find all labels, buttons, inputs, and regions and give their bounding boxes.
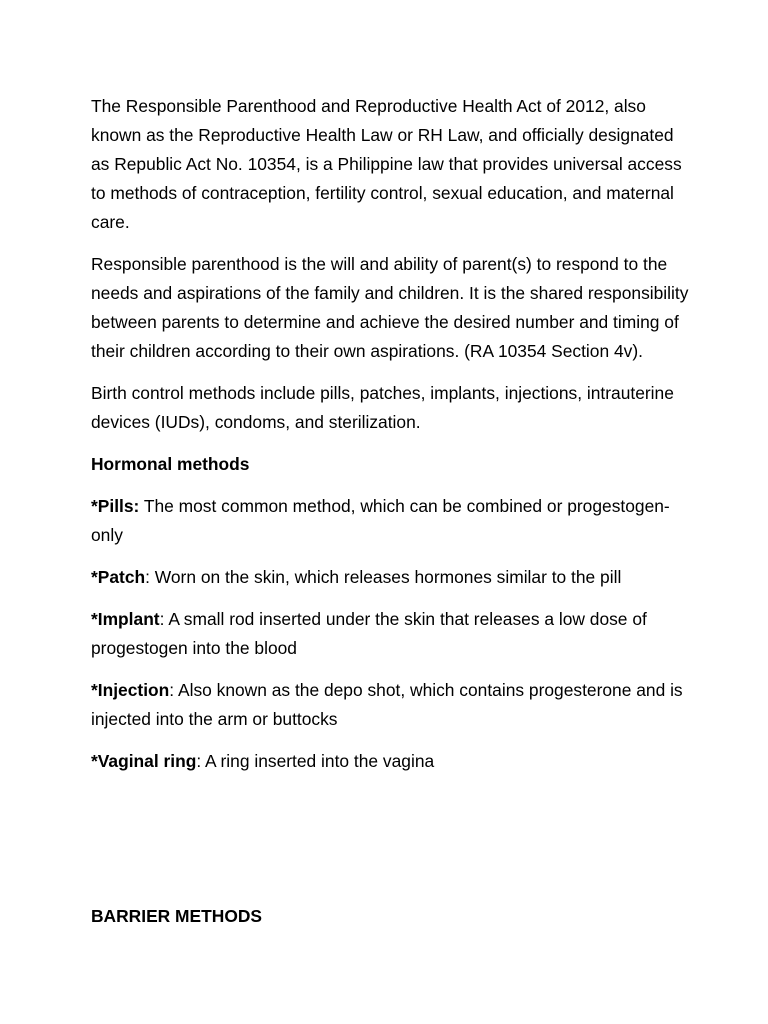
hormonal-item-description: : A small rod inserted under the skin that releases a low dose of progestogen into the blood [91, 609, 647, 658]
hormonal-item-term: *Pills: [91, 496, 140, 516]
hormonal-item-term: *Vaginal ring [91, 751, 197, 771]
hormonal-item-description: : Also known as the depo shot, which contains progesterone and is injected into the arm or buttocks [91, 680, 683, 729]
hormonal-item-pills [91, 492, 691, 550]
barrier-methods-heading: BARRIER METHODS [91, 906, 263, 926]
intro-paragraph: The Responsible Parenthood and Reproductive Health Act of 2012, also known as the Reproductive Health Law or RH Law, and officially designated as Republic Act No. 10354, is a Philippine law that provides universal access to methods of contraception, fertility control, sexual education, and maternal care. [91, 96, 682, 232]
hormonal-item-implant [91, 605, 691, 663]
document-body [91, 92, 691, 789]
hormonal-item-description: The most common method, which can be combined or progestogen-only [91, 496, 670, 545]
birth-control-paragraph: Birth control methods include pills, patches, implants, injections, intrauterine devices (IUDs), condoms, and sterilization. [91, 383, 674, 432]
responsible-parenthood-paragraph: Responsible parenthood is the will and ability of parent(s) to respond to the needs and aspirations of the family and children. It is the shared responsibility between parents to determine and achieve the desired number and timing of their children according to their own aspirations. (RA 10354 Section 4v). [91, 254, 689, 361]
hormonal-methods-heading: Hormonal methods [91, 454, 250, 474]
hormonal-item-vaginal-ring [91, 747, 691, 776]
hormonal-item-term: *Implant [91, 609, 160, 629]
hormonal-item-term: *Patch [91, 567, 146, 587]
hormonal-item-injection [91, 676, 691, 734]
hormonal-item-description: : A ring inserted into the vagina [196, 751, 435, 771]
hormonal-item-term: *Injection [91, 680, 170, 700]
hormonal-item-description: : Worn on the skin, which releases hormones similar to the pill [145, 567, 622, 587]
hormonal-item-patch [91, 563, 691, 592]
